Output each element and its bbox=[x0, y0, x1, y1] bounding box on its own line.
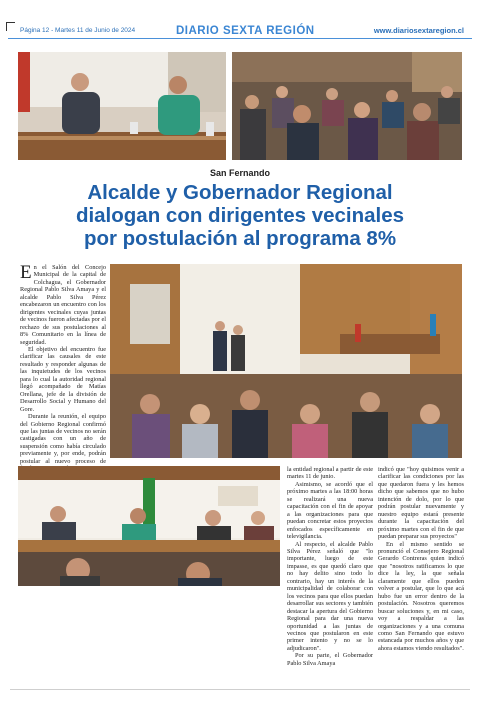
crop-mark bbox=[6, 22, 15, 31]
photo-meeting-room bbox=[110, 264, 462, 458]
headline bbox=[14, 181, 466, 250]
dropcap: E bbox=[20, 262, 32, 283]
paragraph: n el Salón del Concejo Municipal de la capital de Colchagua, el Gobernador Regional Pablo Silva Amaya y el alcalde Pablo Silva Pérez encabezaron un encuentro con los dirigentes vecinales cuyas juntas de vecinos fueron afectadas por el rechazo de sus postulaciones al 8% Comunitario en la línea de seguridad. bbox=[20, 264, 106, 346]
headline-line-1: Alcalde y Gobernador Regional bbox=[87, 181, 393, 204]
article-column-1 bbox=[20, 264, 106, 473]
paragraph: Durante la reunión, el equipo del Gobierno Regional confirmó que las juntas de vecinos no serán castigadas con un año de suspensión como había circulado previamente y, por ende, podrán postular al nuevo proceso de bbox=[20, 413, 106, 465]
headline-line-2: dialogan con dirigentes vecinales bbox=[75, 204, 405, 227]
article-column-3 bbox=[378, 466, 464, 652]
paragraph: la entidad regional a partir de este martes 11 de junio. bbox=[287, 466, 373, 481]
paragraph: Por su parte, el Gobernador Pablo Silva Amaya bbox=[287, 652, 373, 667]
photo-officials-flags bbox=[18, 466, 280, 586]
page-info: Página 12 - Martes 11 de Junio de 2024 bbox=[20, 27, 136, 34]
header-divider bbox=[8, 38, 472, 39]
footer-divider bbox=[10, 689, 470, 690]
section-label: San Fernando bbox=[209, 168, 270, 178]
paragraph: indicó que "hoy quisimos venir a clarificar las condiciones por las que quedaron fuera y les hemos dicho que sabemos que no hubo intención de dolo, por lo que podrán postular nuevamente y nuestro equipo estará presente durante la capacitación del próximo martes con el fin de que puedan preparar sus proyectos" bbox=[378, 466, 464, 541]
paragraph: Al respecto, el alcalde Pablo Silva Pérez señaló que "lo importante, luego de este impasse, es que quedó claro que no hay delito sino todo lo contrario, hay un interés de la municipalidad de colaborar con los vecinos para que ellos puedan desarrollar sus sectores y también destacar la apertura del Gobierno Regional para dar una nueva oportunidad a las juntas de vecinos que postularon en este primer intento y no se lo adjudicaron". bbox=[287, 540, 373, 652]
photo-audience bbox=[232, 52, 462, 160]
article-column-2 bbox=[287, 466, 373, 667]
newspaper-name: DIARIO SEXTA REGIÓN bbox=[176, 25, 315, 37]
paragraph: Asimismo, se acordó que el próximo martes a las 18:00 horas se realizará una nueva capacitación con el fin de apoyar a las organizaciones para que puedan concretar estos proyectos enfocados específicamente en televigilancia. bbox=[287, 480, 373, 541]
headline-line-3: por postulación al programa 8% bbox=[83, 227, 397, 250]
photo-officials-table bbox=[18, 52, 226, 160]
paragraph: En el mismo sentido se pronunció el Consejero Regional Gerardo Contreras quien indicó que "nosotros ratificamos lo que dice la ley, la que señala claramente que ellos pueden volver a postular, que lo que acá hubo fue un error dentro de la postulación. Nosotros queremos buscar soluciones y, en mi caso, voy a respaldar a las organizaciones y a una comuna como San Fernando que estuvo estancada por muchos años y que ahora estamos viendo resultados". bbox=[378, 540, 464, 652]
paragraph: El objetivo del encuentro fue clarificar las causales de este resultado y responder algunas de las inquietudes de los vecinos para lo cual la autoridad regional llegó acompañado de Matías Orellana, jefe de la división de Desarrollo Social y Humano del Gore. bbox=[20, 345, 106, 413]
website-link[interactable]: www.diariosextaregion.cl bbox=[373, 26, 464, 35]
